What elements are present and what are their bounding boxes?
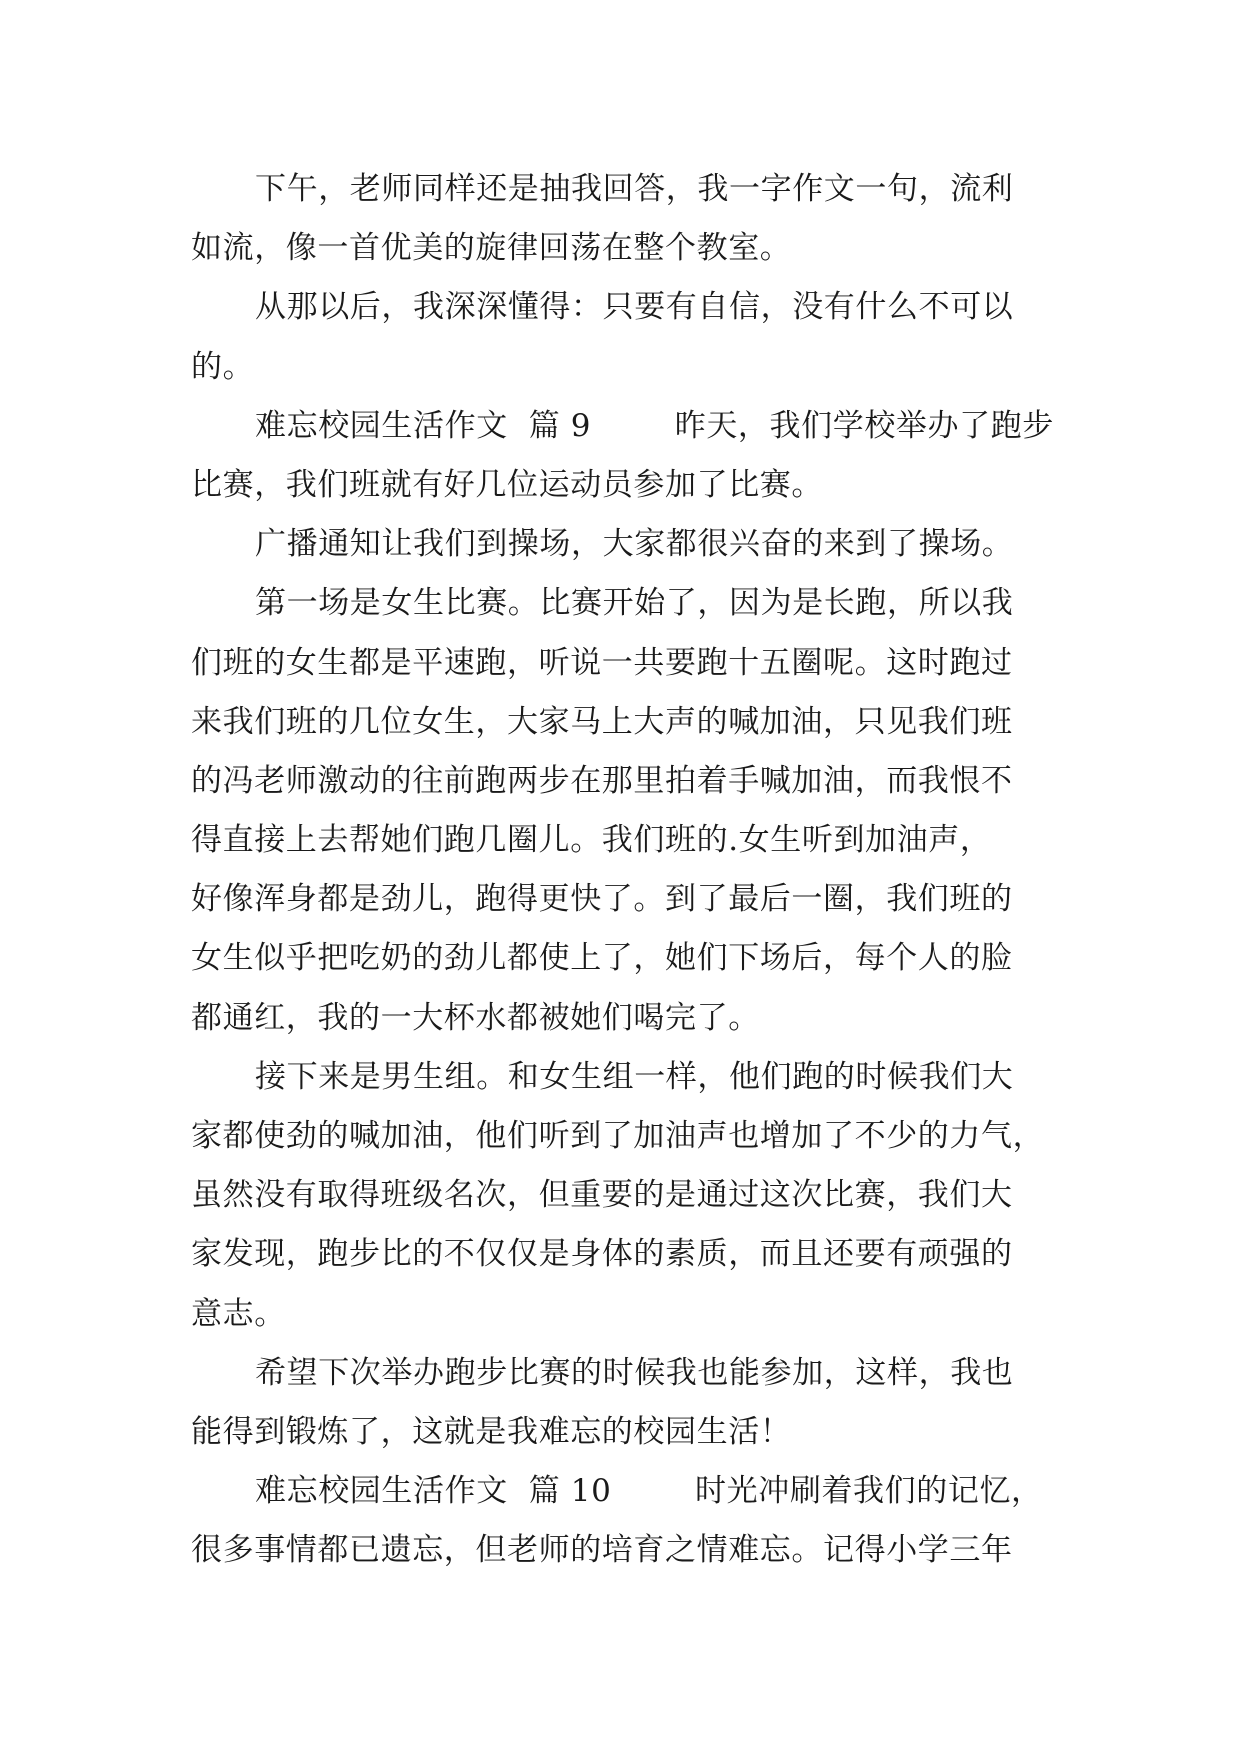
text-line: 们班的女生都是平速跑，听说一共要跑十五圈呢。这时跑过 (191, 644, 1013, 681)
text-line: 广播通知让我们到操场，大家都很兴奋的来到了操场。 (255, 526, 1014, 563)
text-line: 得直接上去帮她们跑几圈儿。我们班的.女生听到加油声， (191, 822, 992, 859)
text-line: 意志。 (191, 1295, 286, 1332)
text-line: 家都使劲的喊加油，他们听到了加油声也增加了不少的力气， (191, 1118, 1045, 1154)
text-line: 的。 (191, 348, 255, 385)
text-line: 希望下次举办跑步比赛的时候我也能参加，这样，我也 (255, 1354, 1014, 1391)
text-line: 接下来是男生组。和女生组一样，他们跑的时候我们大 (255, 1058, 1014, 1095)
text-line: 好像浑身都是劲儿，跑得更快了。到了最后一圈，我们班的 (191, 881, 1013, 918)
section-heading-line: 难忘校园生活作文 篇 10 时光冲刷着我们的记忆， (255, 1473, 1043, 1510)
text-line: 来我们班的几位女生，大家马上大声的喊加油，只见我们班 (191, 703, 1013, 740)
text-line: 家发现，跑步比的不仅仅是身体的素质，而且还要有顽强的 (191, 1236, 1013, 1273)
section-heading-line: 难忘校园生活作文 篇 9 昨天，我们学校举办了跑步 (255, 407, 1054, 444)
text-line: 比赛，我们班就有好几位运动员参加了比赛。 (191, 466, 823, 503)
text-line: 女生似乎把吃奶的劲儿都使上了，她们下场后，每个人的脸 (191, 940, 1013, 977)
text-line: 虽然没有取得班级名次，但重要的是通过这次比赛，我们大 (191, 1177, 1013, 1214)
text-line: 都通红，我的一大杯水都被她们喝完了。 (191, 999, 760, 1036)
text-line: 从那以后，我深深懂得：只要有自信，没有什么不可以 (255, 289, 1014, 326)
text-line: 下午，老师同样还是抽我回答，我一字作文一句，流利 (255, 171, 1014, 207)
text-line: 很多事情都已遗忘，但老师的培育之情难忘。记得小学三年 (191, 1532, 1013, 1569)
text-line: 第一场是女生比赛。比赛开始了，因为是长跑，所以我 (255, 585, 1014, 622)
essay-text-block (191, 160, 1071, 1581)
text-line: 如流，像一首优美的旋律回荡在整个教室。 (191, 230, 792, 267)
text-line: 能得到锻炼了，这就是我难忘的校园生活！ (191, 1413, 792, 1450)
text-line: 的冯老师激动的往前跑两步在那里拍着手喊加油，而我恨不 (191, 762, 1013, 799)
